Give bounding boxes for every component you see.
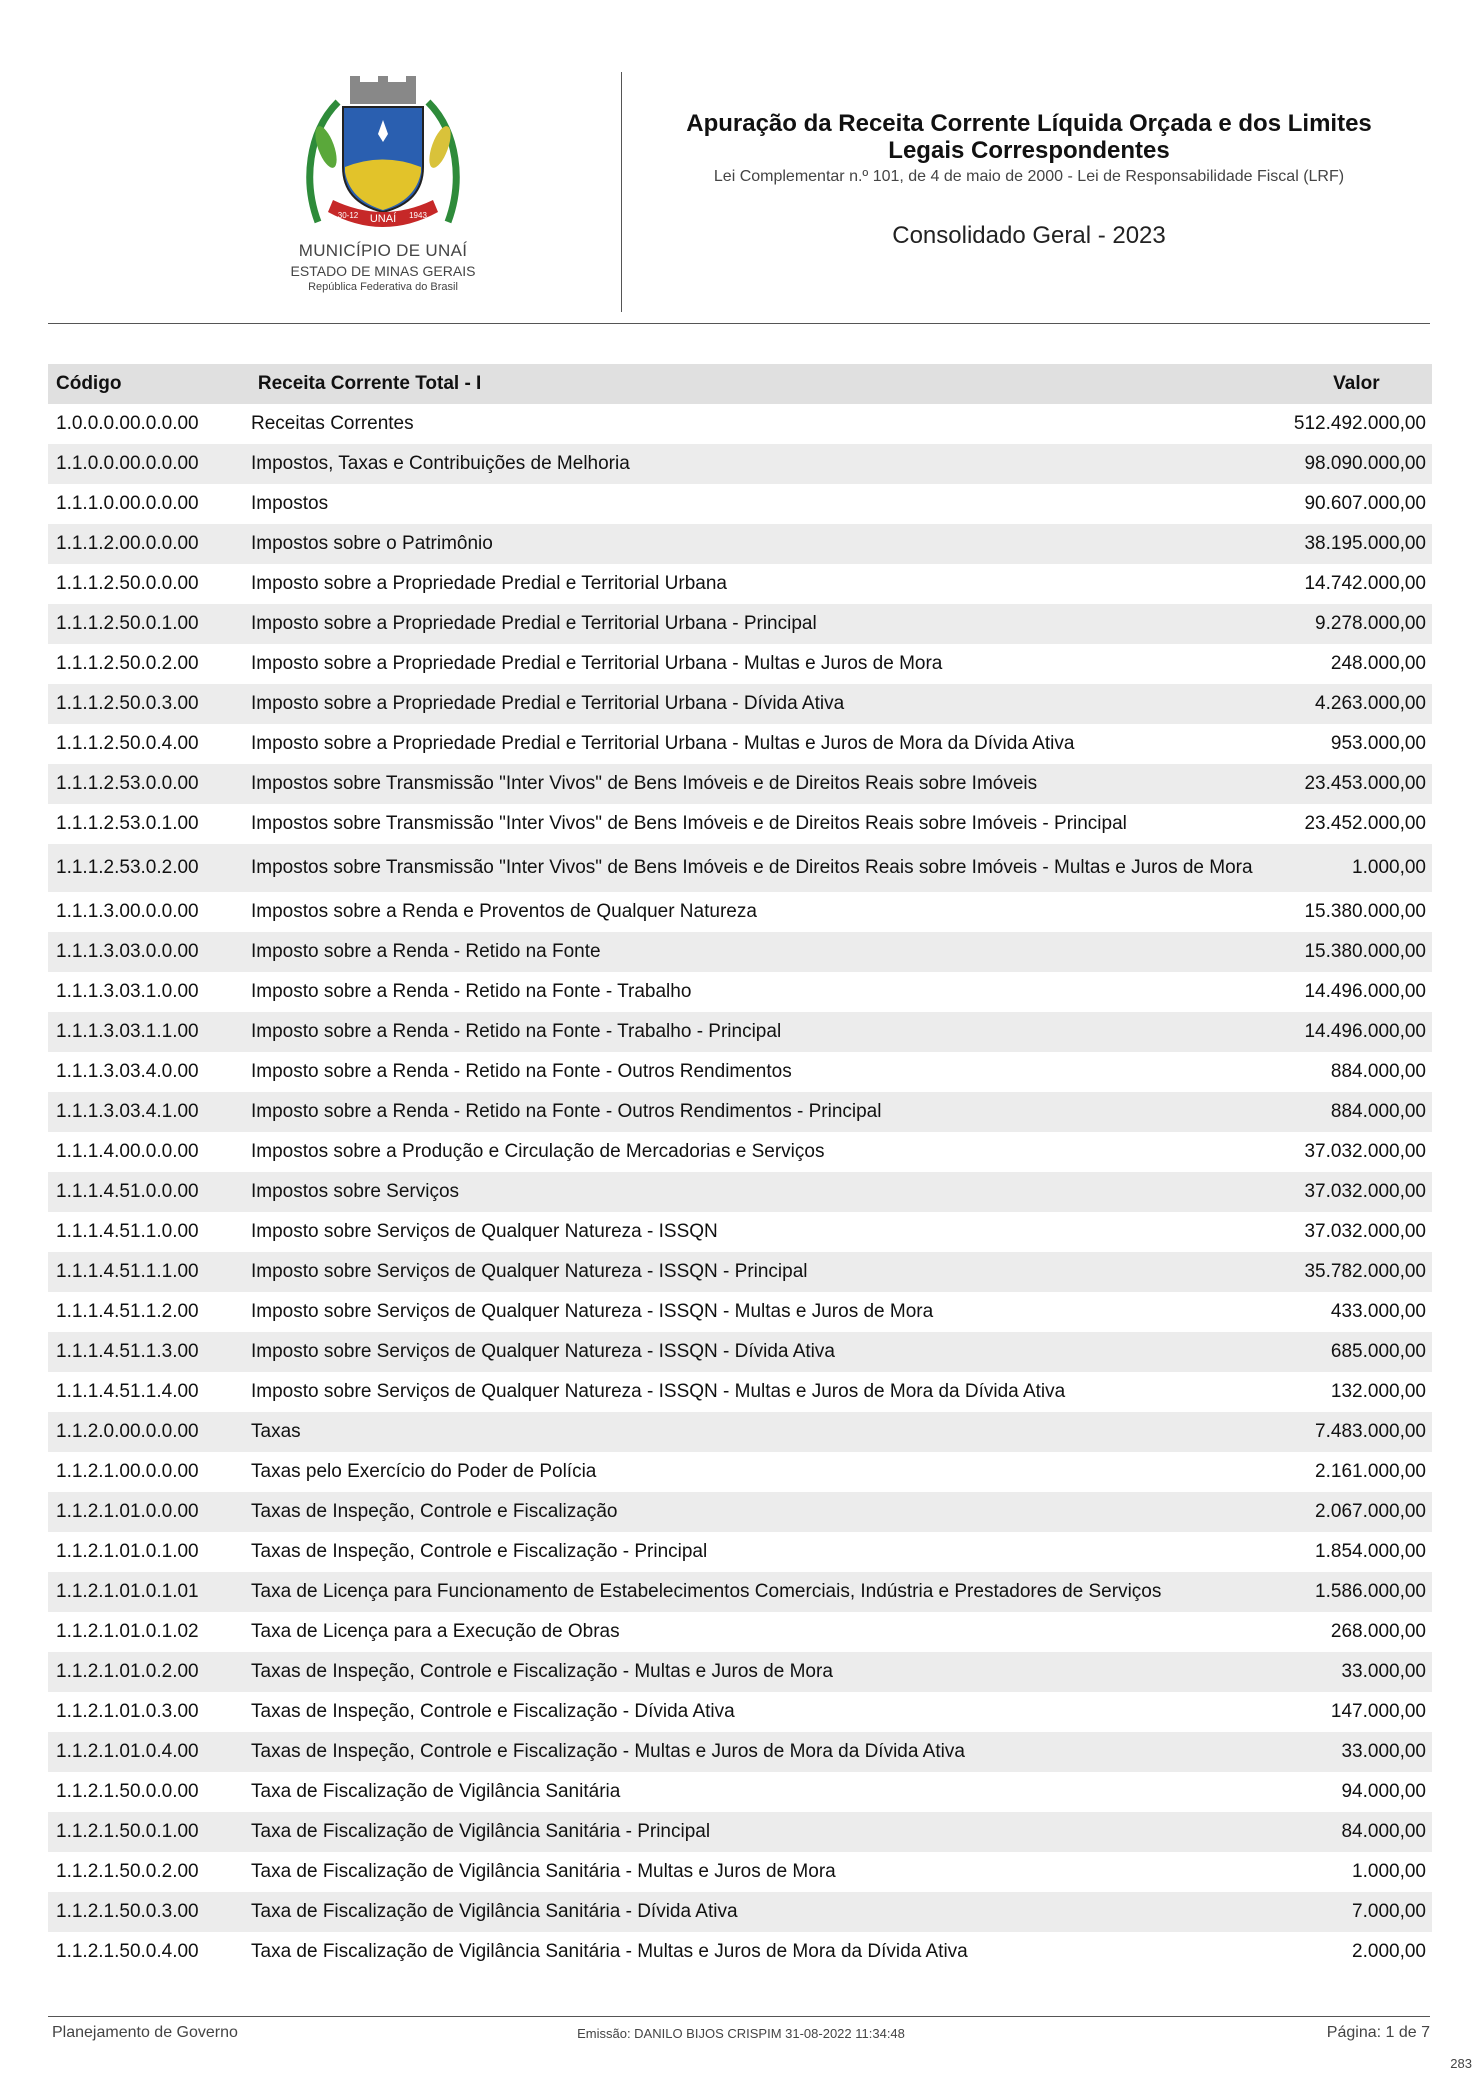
row-value: 38.195.000,00 — [1304, 533, 1426, 554]
table-row — [48, 892, 1432, 932]
row-value: 1.854.000,00 — [1315, 1541, 1426, 1562]
row-value: 15.380.000,00 — [1304, 941, 1426, 962]
row-description: Imposto sobre a Propriedade Predial e Territorial Urbana — [251, 573, 727, 594]
row-description: Imposto sobre Serviços de Qualquer Natureza - ISSQN - Multas e Juros de Mora — [251, 1301, 934, 1322]
table-row — [48, 1332, 1432, 1372]
row-description: Imposto sobre a Propriedade Predial e Territorial Urbana - Dívida Ativa — [251, 693, 845, 714]
row-code: 1.1.1.0.00.0.0.00 — [56, 493, 199, 514]
row-code: 1.1.1.3.03.4.1.00 — [56, 1101, 199, 1122]
row-value: 685.000,00 — [1330, 1341, 1426, 1362]
table-row — [48, 1172, 1432, 1212]
table-row — [48, 1532, 1432, 1572]
row-value: 1.000,00 — [1352, 857, 1426, 878]
row-code: 1.1.2.1.01.0.1.00 — [56, 1541, 199, 1562]
row-value: 37.032.000,00 — [1304, 1181, 1426, 1202]
footer-rule — [48, 2016, 1430, 2017]
row-value: 33.000,00 — [1341, 1661, 1426, 1682]
row-description: Taxa de Fiscalização de Vigilância Sanitária - Principal — [251, 1821, 711, 1842]
row-description: Taxas — [251, 1421, 301, 1442]
row-value: 98.090.000,00 — [1304, 453, 1426, 474]
row-code: 1.1.1.4.51.1.4.00 — [56, 1381, 199, 1402]
row-code: 1.1.1.2.53.0.2.00 — [56, 857, 199, 878]
row-description: Imposto sobre Serviços de Qualquer Natureza - ISSQN - Multas e Juros de Mora da Dívida Ativa — [251, 1381, 1066, 1402]
table-body — [48, 404, 1432, 1972]
row-value: 23.452.000,00 — [1304, 813, 1426, 834]
table-row — [48, 1372, 1432, 1412]
row-code: 1.1.2.1.50.0.3.00 — [56, 1901, 199, 1922]
title-block — [628, 110, 1430, 250]
row-code: 1.1.1.3.03.0.0.00 — [56, 941, 199, 962]
table-row — [48, 1572, 1432, 1612]
row-code: 1.0.0.0.00.0.0.00 — [56, 413, 199, 434]
table-row — [48, 844, 1432, 892]
row-description: Taxa de Fiscalização de Vigilância Sanitária - Multas e Juros de Mora — [251, 1861, 836, 1882]
row-description: Imposto sobre Serviços de Qualquer Natureza - ISSQN — [251, 1221, 718, 1242]
table-row — [48, 804, 1432, 844]
row-code: 1.1.1.2.50.0.4.00 — [56, 733, 199, 754]
row-code: 1.1.1.3.03.1.1.00 — [56, 1021, 199, 1042]
report-title-line-2: Legais Correspondentes — [888, 137, 1170, 164]
row-value: 433.000,00 — [1330, 1301, 1426, 1322]
row-code: 1.1.1.2.53.0.1.00 — [56, 813, 199, 834]
table-row — [48, 684, 1432, 724]
country-name: República Federativa do Brasil — [308, 281, 458, 293]
row-value: 23.453.000,00 — [1304, 773, 1426, 794]
table-row — [48, 724, 1432, 764]
table-row — [48, 1252, 1432, 1292]
row-code: 1.1.1.4.51.0.0.00 — [56, 1181, 199, 1202]
municipality-name: MUNICÍPIO DE UNAÍ — [298, 241, 468, 260]
row-value: 84.000,00 — [1341, 1821, 1426, 1842]
table-row — [48, 1212, 1432, 1252]
row-code: 1.1.2.1.01.0.1.02 — [56, 1621, 199, 1642]
row-code: 1.1.2.1.01.0.0.00 — [56, 1501, 199, 1522]
row-value: 884.000,00 — [1330, 1061, 1426, 1082]
row-code: 1.1.1.2.50.0.1.00 — [56, 613, 199, 634]
row-description: Imposto sobre a Renda - Retido na Fonte — [251, 941, 601, 962]
row-description: Impostos sobre a Produção e Circulação de Mercadorias e Serviços — [251, 1141, 825, 1162]
state-name: ESTADO DE MINAS GERAIS — [290, 263, 476, 279]
row-description: Imposto sobre a Propriedade Predial e Territorial Urbana - Multas e Juros de Mora — [251, 653, 943, 674]
row-code: 1.1.1.2.50.0.3.00 — [56, 693, 199, 714]
row-description: Taxa de Licença para a Execução de Obras — [251, 1621, 620, 1642]
row-code: 1.1.1.2.53.0.0.00 — [56, 773, 199, 794]
row-code: 1.1.1.4.51.1.0.00 — [56, 1221, 199, 1242]
coat-of-arms-icon — [298, 72, 468, 237]
row-value: 953.000,00 — [1330, 733, 1426, 754]
table-row — [48, 1612, 1432, 1652]
table-row — [48, 1492, 1432, 1532]
row-code: 1.1.1.3.00.0.0.00 — [56, 901, 199, 922]
row-description: Impostos sobre Transmissão "Inter Vivos" de Bens Imóveis e de Direitos Reais sobre Imóveis - Multas e Juros de Mora — [251, 857, 1253, 878]
table-row — [48, 1052, 1432, 1092]
row-value: 2.000,00 — [1352, 1941, 1426, 1962]
row-description: Impostos sobre Transmissão "Inter Vivos" de Bens Imóveis e de Direitos Reais sobre Imóveis — [251, 773, 1038, 794]
row-code: 1.1.1.4.51.1.2.00 — [56, 1301, 199, 1322]
row-code: 1.1.1.2.50.0.0.00 — [56, 573, 199, 594]
row-code: 1.1.2.1.01.0.2.00 — [56, 1661, 199, 1682]
row-code: 1.1.2.1.50.0.4.00 — [56, 1941, 199, 1962]
row-value: 268.000,00 — [1330, 1621, 1426, 1642]
logo-date-right: 1943 — [409, 211, 427, 220]
table-row — [48, 1132, 1432, 1172]
row-code: 1.1.1.3.03.4.0.00 — [56, 1061, 199, 1082]
table-row — [48, 444, 1432, 484]
row-description: Imposto sobre a Renda - Retido na Fonte - Trabalho - Principal — [251, 1021, 782, 1042]
table-row — [48, 1772, 1432, 1812]
row-description: Impostos sobre Transmissão "Inter Vivos" de Bens Imóveis e de Direitos Reais sobre Imóveis - Principal — [251, 813, 1127, 834]
footer-pagination: Página: 1 de 7 — [1326, 2024, 1430, 2041]
table-row — [48, 1092, 1432, 1132]
row-value: 7.483.000,00 — [1315, 1421, 1426, 1442]
row-code: 1.1.0.0.00.0.0.00 — [56, 453, 199, 474]
row-description: Impostos sobre a Renda e Proventos de Qualquer Natureza — [251, 901, 757, 922]
row-description: Receitas Correntes — [251, 413, 414, 434]
municipality-block — [218, 72, 548, 293]
row-description: Imposto sobre a Propriedade Predial e Territorial Urbana - Multas e Juros de Mora da Dívida Ativa — [251, 733, 1075, 754]
row-value: 37.032.000,00 — [1304, 1141, 1426, 1162]
row-description: Impostos, Taxas e Contribuições de Melhoria — [251, 453, 630, 474]
row-code: 1.1.1.3.03.1.0.00 — [56, 981, 199, 1002]
row-value: 37.032.000,00 — [1304, 1221, 1426, 1242]
table-row — [48, 1812, 1432, 1852]
table-row — [48, 1292, 1432, 1332]
table-row — [48, 404, 1432, 444]
logo-city-text: UNAÍ — [369, 213, 397, 225]
table-row — [48, 564, 1432, 604]
row-value: 512.492.000,00 — [1293, 413, 1426, 434]
row-value: 9.278.000,00 — [1315, 613, 1426, 634]
row-code: 1.1.1.4.51.1.1.00 — [56, 1261, 199, 1282]
row-description: Imposto sobre a Propriedade Predial e Territorial Urbana - Principal — [251, 613, 817, 634]
report-subtitle: Consolidado Geral - 2023 — [892, 222, 1166, 249]
row-value: 884.000,00 — [1330, 1101, 1426, 1122]
row-description: Imposto sobre a Renda - Retido na Fonte - Outros Rendimentos - Principal — [251, 1101, 882, 1122]
row-value: 35.782.000,00 — [1304, 1261, 1426, 1282]
row-description: Taxas de Inspeção, Controle e Fiscalização — [251, 1501, 618, 1522]
table-row — [48, 1892, 1432, 1932]
table-row — [48, 1652, 1432, 1692]
header-bottom-rule — [48, 323, 1430, 324]
report-title-line-1: Apuração da Receita Corrente Líquida Orçada e dos Limites — [686, 110, 1372, 137]
row-description: Taxas de Inspeção, Controle e Fiscalização - Principal — [251, 1541, 708, 1562]
row-description: Impostos — [251, 493, 329, 514]
row-value: 4.263.000,00 — [1315, 693, 1426, 714]
row-description: Imposto sobre a Renda - Retido na Fonte - Outros Rendimentos — [251, 1061, 792, 1082]
row-code: 1.1.2.1.50.0.0.00 — [56, 1781, 199, 1802]
report-header — [48, 72, 1430, 324]
header-code: Código — [56, 373, 122, 394]
row-value: 147.000,00 — [1330, 1701, 1426, 1722]
row-code: 1.1.2.1.01.0.3.00 — [56, 1701, 199, 1722]
row-value: 14.496.000,00 — [1304, 1021, 1426, 1042]
row-code: 1.1.1.2.50.0.2.00 — [56, 653, 199, 674]
table-row — [48, 764, 1432, 804]
row-description: Taxa de Fiscalização de Vigilância Sanitária - Dívida Ativa — [251, 1901, 738, 1922]
table-row — [48, 1012, 1432, 1052]
table-header — [48, 364, 1432, 404]
row-description: Taxa de Fiscalização de Vigilância Sanitária - Multas e Juros de Mora da Dívida Ativa — [251, 1941, 968, 1962]
row-code: 1.1.2.1.01.0.4.00 — [56, 1741, 199, 1762]
header-divider — [621, 72, 622, 312]
row-code: 1.1.1.2.00.0.0.00 — [56, 533, 199, 554]
row-value: 2.067.000,00 — [1315, 1501, 1426, 1522]
row-description: Taxa de Licença para Funcionamento de Estabelecimentos Comerciais, Indústria e Prestadores de Serviços — [251, 1581, 1162, 1602]
row-description: Impostos sobre Serviços — [251, 1181, 460, 1202]
row-code: 1.1.1.4.00.0.0.00 — [56, 1141, 199, 1162]
row-code: 1.1.1.4.51.1.3.00 — [56, 1341, 199, 1362]
table-row — [48, 1852, 1432, 1892]
table-row — [48, 604, 1432, 644]
row-value: 14.742.000,00 — [1304, 573, 1426, 594]
table-row — [48, 1692, 1432, 1732]
header-description: Receita Corrente Total - I — [257, 373, 482, 394]
footer-sheet-number: 283 — [1450, 2056, 1472, 2071]
row-code: 1.1.2.0.00.0.0.00 — [56, 1421, 199, 1442]
footer-department: Planejamento de Governo — [52, 2024, 238, 2041]
row-value: 132.000,00 — [1330, 1381, 1426, 1402]
row-value: 94.000,00 — [1341, 1781, 1426, 1802]
table-row — [48, 644, 1432, 684]
table-row — [48, 1412, 1432, 1452]
logo-date-left: 30-12 — [337, 211, 359, 220]
row-value: 33.000,00 — [1341, 1741, 1426, 1762]
table-row — [48, 1452, 1432, 1492]
footer-emission: Emissão: DANILO BIJOS CRISPIM 31-08-2022 11:34:48 — [577, 2026, 905, 2041]
row-description: Impostos sobre o Patrimônio — [251, 533, 493, 554]
row-value: 248.000,00 — [1330, 653, 1426, 674]
page-footer — [52, 2024, 1430, 2048]
row-value: 14.496.000,00 — [1304, 981, 1426, 1002]
row-description: Imposto sobre Serviços de Qualquer Natureza - ISSQN - Dívida Ativa — [251, 1341, 835, 1362]
row-description: Taxas pelo Exercício do Poder de Polícia — [251, 1461, 597, 1482]
table-row — [48, 524, 1432, 564]
row-description: Taxas de Inspeção, Controle e Fiscalização - Multas e Juros de Mora da Dívida Ativa — [251, 1741, 965, 1762]
table-row — [48, 1932, 1432, 1972]
table-row — [48, 932, 1432, 972]
row-description: Taxas de Inspeção, Controle e Fiscalização - Multas e Juros de Mora — [251, 1661, 833, 1682]
row-value: 1.586.000,00 — [1315, 1581, 1426, 1602]
table-row — [48, 1732, 1432, 1772]
row-value: 7.000,00 — [1352, 1901, 1426, 1922]
row-code: 1.1.2.1.00.0.0.00 — [56, 1461, 199, 1482]
header-value: Valor — [1333, 373, 1380, 394]
row-code: 1.1.2.1.50.0.1.00 — [56, 1821, 199, 1842]
row-value: 15.380.000,00 — [1304, 901, 1426, 922]
table-row — [48, 972, 1432, 1012]
row-description: Taxas de Inspeção, Controle e Fiscalização - Dívida Ativa — [251, 1701, 735, 1722]
row-description: Imposto sobre a Renda - Retido na Fonte - Trabalho — [251, 981, 692, 1002]
law-reference: Lei Complementar n.º 101, de 4 de maio de 2000 - Lei de Responsabilidade Fiscal (LRF) — [713, 168, 1345, 185]
revenue-table — [48, 364, 1432, 1972]
row-value: 2.161.000,00 — [1315, 1461, 1426, 1482]
row-description: Imposto sobre Serviços de Qualquer Natureza - ISSQN - Principal — [251, 1261, 808, 1282]
row-code: 1.1.2.1.50.0.2.00 — [56, 1861, 199, 1882]
row-description: Taxa de Fiscalização de Vigilância Sanitária — [251, 1781, 621, 1802]
row-value: 1.000,00 — [1352, 1861, 1426, 1882]
row-code: 1.1.2.1.01.0.1.01 — [56, 1581, 199, 1602]
row-value: 90.607.000,00 — [1304, 493, 1426, 514]
table-row — [48, 484, 1432, 524]
